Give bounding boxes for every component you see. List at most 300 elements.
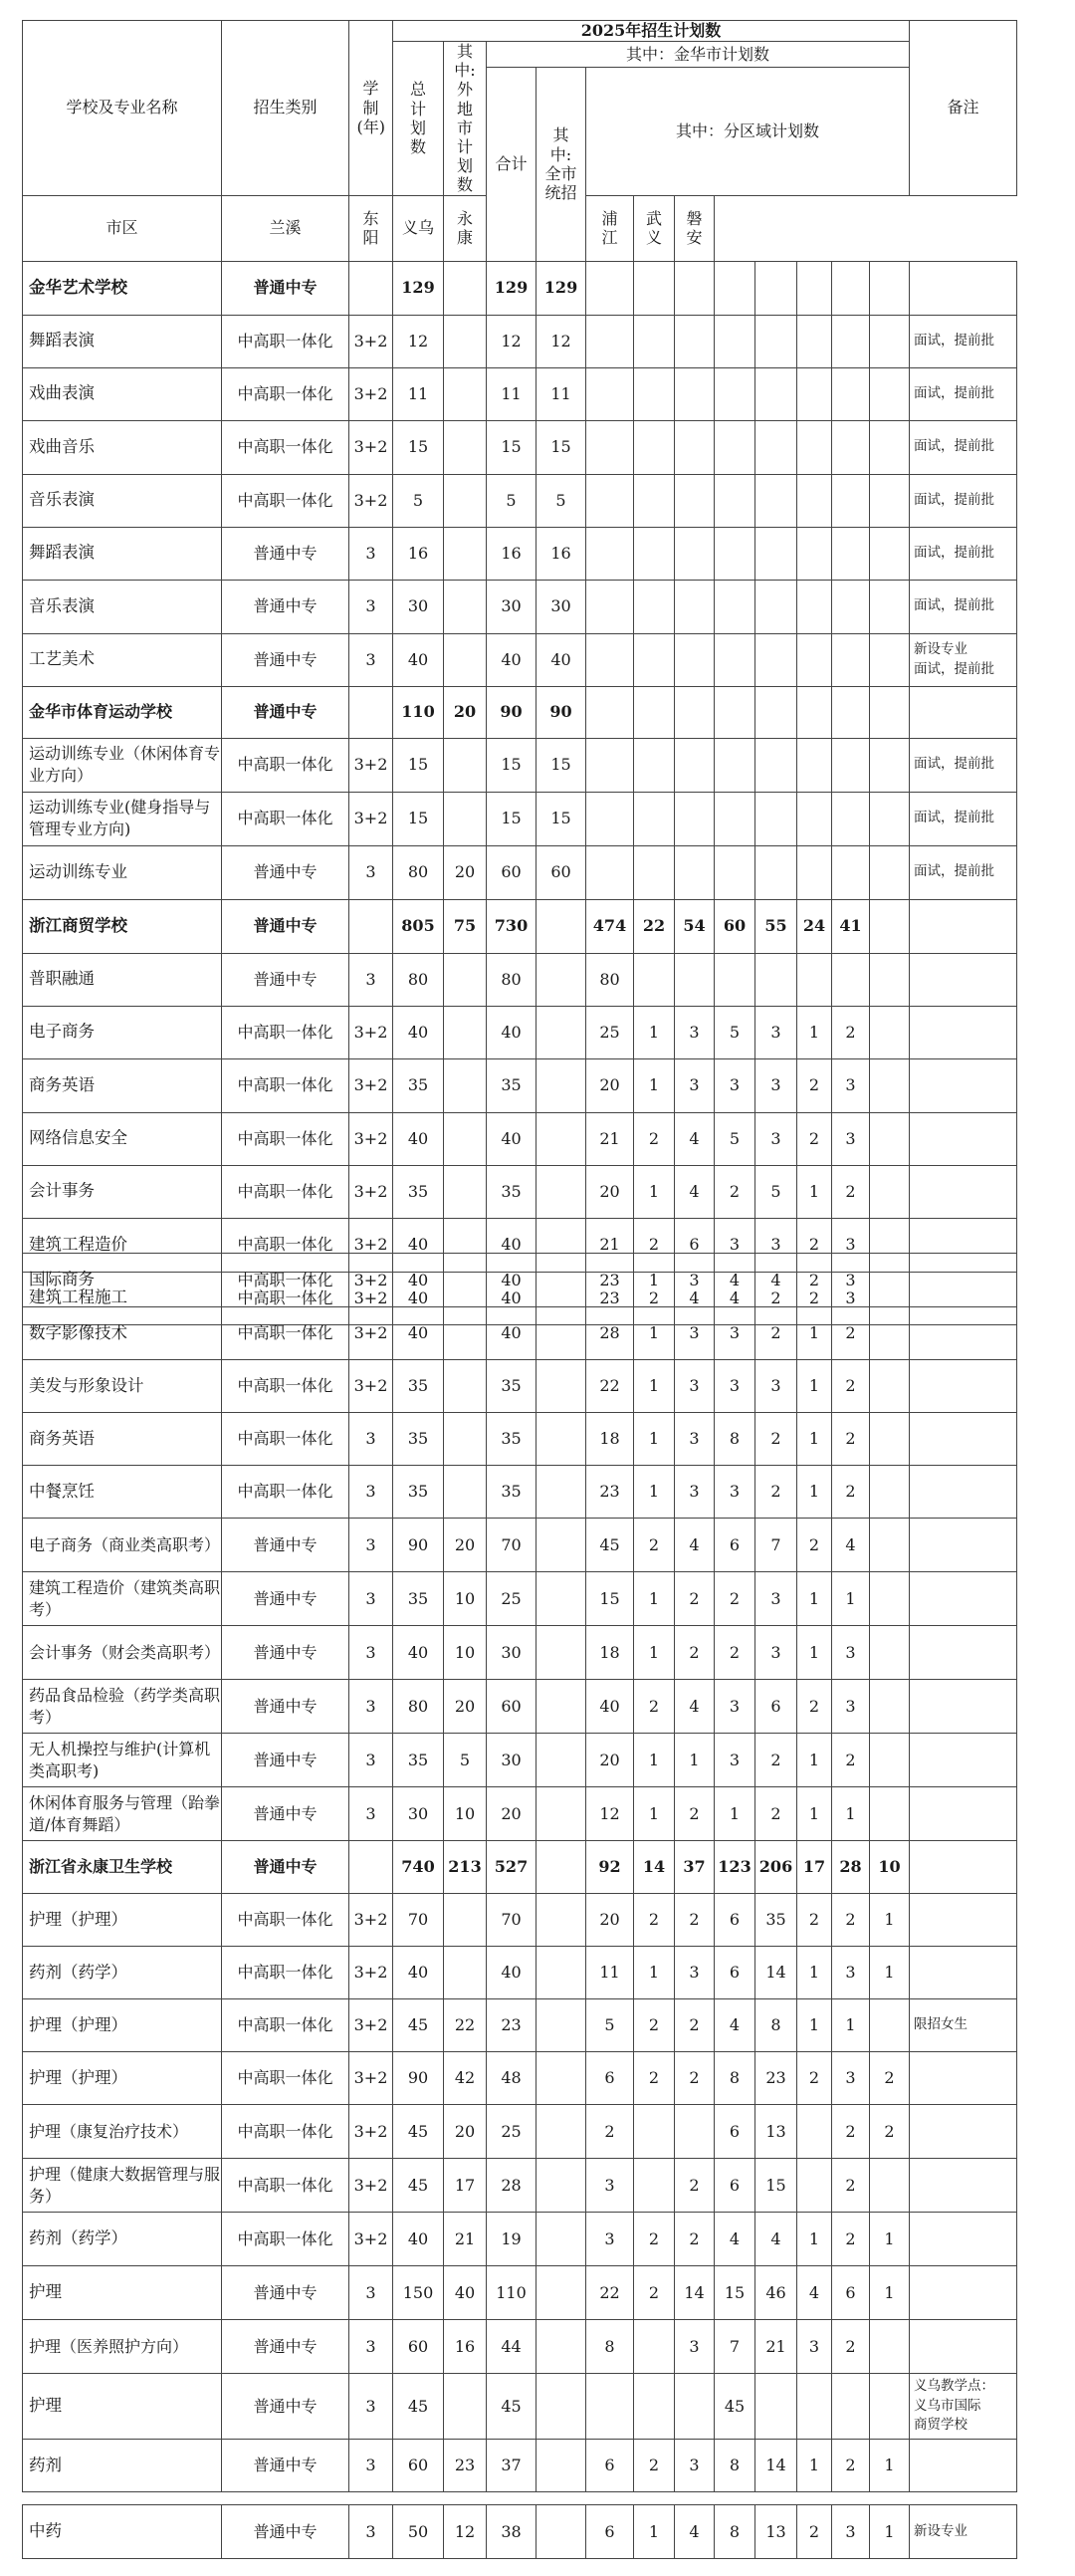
total-plan-cell: 40 (393, 1006, 444, 1058)
remark-cell (910, 2266, 1017, 2320)
district-5-cell: 2 (797, 2505, 832, 2559)
outside-plan-cell: 21 (444, 2213, 487, 2266)
major-name-cell: 无人机操控与维护(计算机类高职考) (23, 1734, 222, 1787)
subtotal-cell: 30 (487, 580, 537, 633)
subtotal-cell: 527 (487, 1841, 537, 1894)
citywide-cell (537, 2213, 586, 2266)
district-1-cell: 1 (634, 1734, 675, 1787)
district-2-cell: 3 (675, 1466, 715, 1519)
district-7-cell (870, 1680, 910, 1734)
district-2-cell (675, 686, 715, 738)
major-name-cell: 休闲体育服务与管理（跆拳道/体育舞蹈） (23, 1787, 222, 1841)
district-1-cell: 1 (634, 1626, 675, 1680)
district-0-cell: 20 (586, 1734, 634, 1787)
remark-cell (910, 1165, 1017, 1218)
category-cell: 中高职一体化 (222, 1413, 349, 1466)
remark-cell (910, 1734, 1017, 1787)
header-district-6: 武义 (634, 195, 675, 261)
category-cell: 普通中专 (222, 527, 349, 580)
outside-plan-cell: 42 (444, 2052, 487, 2105)
years-cell: 3 (349, 953, 393, 1006)
enrollment-plan-table (22, 20, 1017, 1325)
table-row (23, 1466, 1017, 1519)
years-cell: 3+2 (349, 1006, 393, 1058)
district-0-cell: 40 (586, 1680, 634, 1734)
citywide-cell (537, 1413, 586, 1466)
subtotal-cell: 40 (487, 1254, 537, 1307)
district-7-cell (870, 953, 910, 1006)
district-6-cell (832, 420, 870, 474)
major-name-cell: 金华艺术学校 (23, 261, 222, 315)
district-6-cell (832, 261, 870, 315)
total-plan-cell: 35 (393, 1734, 444, 1787)
citywide-cell: 15 (537, 792, 586, 845)
citywide-cell (537, 2052, 586, 2105)
remark-cell: 面试，提前批 (910, 845, 1017, 899)
years-cell: 3+2 (349, 792, 393, 845)
outside-plan-cell: 40 (444, 2266, 487, 2320)
major-name-cell: 药品食品检验（药学类高职考） (23, 1680, 222, 1734)
category-cell: 中高职一体化 (222, 1006, 349, 1058)
district-7-cell: 1 (870, 1894, 910, 1947)
district-7-cell (870, 527, 910, 580)
major-name-cell: 药剂 (23, 2440, 222, 2492)
subtotal-cell: 40 (487, 1307, 537, 1360)
table-row (23, 2052, 1017, 2105)
district-3-cell (715, 792, 755, 845)
district-0-cell: 6 (586, 2052, 634, 2105)
district-3-cell (715, 686, 755, 738)
district-7-cell: 1 (870, 2213, 910, 2266)
citywide-cell (537, 2320, 586, 2374)
district-5-cell: 2 (797, 1680, 832, 1734)
remark-cell (910, 1006, 1017, 1058)
district-7-cell (870, 1165, 910, 1218)
major-name-cell: 国际商务 (23, 1254, 222, 1307)
district-7-cell (870, 1572, 910, 1626)
district-0-cell: 23 (586, 1254, 634, 1307)
district-0-cell: 20 (586, 1058, 634, 1112)
district-4-cell: 15 (755, 2159, 797, 2213)
district-2-cell (675, 261, 715, 315)
district-2-cell: 3 (675, 1307, 715, 1360)
district-6-cell: 3 (832, 1626, 870, 1680)
district-4-cell: 55 (755, 899, 797, 953)
major-name-cell: 美发与形象设计 (23, 1360, 222, 1413)
district-2-cell: 2 (675, 1572, 715, 1626)
outside-plan-cell: 20 (444, 1680, 487, 1734)
district-7-cell (870, 1734, 910, 1787)
district-0-cell: 28 (586, 1307, 634, 1360)
outside-plan-cell: 17 (444, 2159, 487, 2213)
citywide-cell (537, 2105, 586, 2159)
table-row (23, 527, 1017, 580)
district-6-cell (832, 792, 870, 845)
district-5-cell (797, 633, 832, 686)
table-row (23, 420, 1017, 474)
district-2-cell: 14 (675, 2266, 715, 2320)
category-cell: 中高职一体化 (222, 1218, 349, 1272)
district-3-cell (715, 738, 755, 792)
district-6-cell (832, 738, 870, 792)
category-cell: 中高职一体化 (222, 1058, 349, 1112)
district-0-cell (586, 738, 634, 792)
district-4-cell (755, 367, 797, 420)
category-cell: 中高职一体化 (222, 2213, 349, 2266)
header-category: 招生类别 (222, 21, 349, 196)
remark-cell (910, 1680, 1017, 1734)
district-6-cell: 28 (832, 1841, 870, 1894)
years-cell: 3+2 (349, 1947, 393, 1999)
district-4-cell: 7 (755, 1519, 797, 1572)
district-4-cell: 13 (755, 2505, 797, 2559)
district-0-cell (586, 633, 634, 686)
major-name-cell: 中餐烹饪 (23, 1466, 222, 1519)
outside-plan-cell: 75 (444, 899, 487, 953)
outside-plan-cell: 213 (444, 1841, 487, 1894)
district-2-cell: 3 (675, 2320, 715, 2374)
district-3-cell: 4 (715, 1999, 755, 2052)
district-7-cell (870, 686, 910, 738)
district-0-cell: 5 (586, 1999, 634, 2052)
table-row (23, 2159, 1017, 2213)
citywide-cell (537, 2159, 586, 2213)
district-2-cell: 2 (675, 2159, 715, 2213)
district-3-cell: 3 (715, 1218, 755, 1272)
district-3-cell (715, 527, 755, 580)
district-0-cell (586, 527, 634, 580)
years-cell: 3+2 (349, 2052, 393, 2105)
citywide-cell: 90 (537, 686, 586, 738)
major-name-cell: 护理（医养照护方向） (23, 2320, 222, 2374)
district-1-cell (634, 738, 675, 792)
major-name-cell: 金华市体育运动学校 (23, 686, 222, 738)
district-1-cell: 2 (634, 1894, 675, 1947)
subtotal-cell: 15 (487, 738, 537, 792)
district-4-cell (755, 792, 797, 845)
table-row (23, 1947, 1017, 1999)
district-3-cell: 60 (715, 899, 755, 953)
subtotal-cell: 25 (487, 2105, 537, 2159)
header-district-3: 义乌 (393, 195, 444, 261)
major-name-cell: 护理（护理） (23, 1999, 222, 2052)
district-0-cell: 3 (586, 2159, 634, 2213)
category-cell: 中高职一体化 (222, 1165, 349, 1218)
years-cell: 3 (349, 1680, 393, 1734)
district-4-cell: 206 (755, 1841, 797, 1894)
district-4-cell: 2 (755, 1466, 797, 1519)
district-5-cell: 1 (797, 1734, 832, 1787)
district-0-cell (586, 315, 634, 367)
district-6-cell: 2 (832, 1894, 870, 1947)
district-4-cell (755, 845, 797, 899)
category-cell: 中高职一体化 (222, 2159, 349, 2213)
district-4-cell: 3 (755, 1058, 797, 1112)
district-4-cell: 3 (755, 1112, 797, 1165)
subtotal-cell: 90 (487, 686, 537, 738)
remark-cell (910, 1466, 1017, 1519)
district-3-cell: 4 (715, 1254, 755, 1307)
citywide-cell (537, 953, 586, 1006)
district-2-cell: 4 (675, 2505, 715, 2559)
district-4-cell (755, 315, 797, 367)
subtotal-cell: 15 (487, 792, 537, 845)
district-0-cell: 6 (586, 2505, 634, 2559)
header-district-4: 永康 (444, 195, 487, 261)
years-cell: 3+2 (349, 738, 393, 792)
district-3-cell: 8 (715, 1413, 755, 1466)
category-cell: 中高职一体化 (222, 1466, 349, 1519)
district-2-cell: 3 (675, 1413, 715, 1466)
table-row (23, 2320, 1017, 2374)
total-plan-cell: 150 (393, 2266, 444, 2320)
total-plan-cell: 35 (393, 1058, 444, 1112)
district-7-cell (870, 792, 910, 845)
district-3-cell (715, 633, 755, 686)
table-row (23, 1006, 1017, 1058)
district-4-cell: 2 (755, 1272, 797, 1324)
years-cell: 3+2 (349, 1894, 393, 1947)
total-plan-cell: 5 (393, 474, 444, 527)
total-plan-cell: 45 (393, 2374, 444, 2440)
total-plan-cell: 45 (393, 2159, 444, 2213)
total-plan-cell: 60 (393, 2320, 444, 2374)
district-5-cell (797, 792, 832, 845)
district-1-cell: 1 (634, 1307, 675, 1360)
district-2-cell: 4 (675, 1519, 715, 1572)
district-5-cell: 1 (797, 1360, 832, 1413)
subtotal-cell: 40 (487, 1272, 537, 1324)
district-2-cell: 4 (675, 1165, 715, 1218)
category-cell: 中高职一体化 (222, 1112, 349, 1165)
total-plan-cell: 15 (393, 792, 444, 845)
total-plan-cell: 15 (393, 738, 444, 792)
district-5-cell: 1 (797, 2440, 832, 2492)
district-4-cell: 13 (755, 2105, 797, 2159)
remark-cell (910, 1307, 1017, 1360)
district-1-cell (634, 315, 675, 367)
district-7-cell (870, 899, 910, 953)
category-cell: 中高职一体化 (222, 315, 349, 367)
citywide-cell (537, 1307, 586, 1360)
district-4-cell: 23 (755, 2052, 797, 2105)
district-5-cell: 1 (797, 1413, 832, 1466)
remark-cell (910, 1058, 1017, 1112)
district-2-cell (675, 845, 715, 899)
district-3-cell: 123 (715, 1841, 755, 1894)
table-row (23, 792, 1017, 845)
remark-cell (910, 1254, 1017, 1307)
district-0-cell (586, 420, 634, 474)
district-2-cell (675, 953, 715, 1006)
years-cell (349, 899, 393, 953)
district-2-cell: 37 (675, 1841, 715, 1894)
district-2-cell: 3 (675, 1360, 715, 1413)
district-1-cell: 2 (634, 2266, 675, 2320)
subtotal-cell: 19 (487, 2213, 537, 2266)
citywide-cell (537, 1787, 586, 1841)
district-7-cell (870, 315, 910, 367)
years-cell: 3 (349, 1734, 393, 1787)
remark-cell: 面试，提前批 (910, 580, 1017, 633)
district-1-cell (634, 2320, 675, 2374)
district-0-cell: 12 (586, 1787, 634, 1841)
table-row (23, 2505, 1017, 2559)
category-cell: 普通中专 (222, 1519, 349, 1572)
district-5-cell: 2 (797, 1058, 832, 1112)
category-cell: 普通中专 (222, 1787, 349, 1841)
district-1-cell (634, 2374, 675, 2440)
remark-cell (910, 1112, 1017, 1165)
subtotal-cell: 80 (487, 953, 537, 1006)
total-plan-cell: 40 (393, 1218, 444, 1272)
district-1-cell: 2 (634, 2213, 675, 2266)
subtotal-cell: 28 (487, 2159, 537, 2213)
district-2-cell: 4 (675, 1272, 715, 1324)
outside-plan-cell: 20 (444, 2105, 487, 2159)
district-4-cell (755, 261, 797, 315)
district-3-cell: 6 (715, 2105, 755, 2159)
outside-plan-cell (444, 1894, 487, 1947)
table-row (23, 1734, 1017, 1787)
total-plan-cell: 40 (393, 1272, 444, 1324)
citywide-cell: 30 (537, 580, 586, 633)
outside-plan-cell (444, 1947, 487, 1999)
remark-cell (910, 2052, 1017, 2105)
citywide-cell (537, 1112, 586, 1165)
district-1-cell (634, 261, 675, 315)
years-cell: 3+2 (349, 1254, 393, 1307)
district-5-cell: 1 (797, 1626, 832, 1680)
major-name-cell: 商务英语 (23, 1413, 222, 1466)
header-district-1: 兰溪 (222, 195, 349, 261)
table-row (23, 2105, 1017, 2159)
category-cell: 中高职一体化 (222, 1894, 349, 1947)
district-0-cell: 22 (586, 1360, 634, 1413)
total-plan-cell: 40 (393, 2213, 444, 2266)
header-years-label: 学制(年) (356, 79, 385, 136)
category-cell: 普通中专 (222, 1841, 349, 1894)
district-3-cell (715, 261, 755, 315)
citywide-cell (537, 1999, 586, 2052)
district-0-cell (586, 474, 634, 527)
table-row (23, 1165, 1017, 1218)
category-cell: 普通中专 (222, 2374, 349, 2440)
years-cell: 3+2 (349, 1218, 393, 1272)
header-outside (444, 42, 487, 196)
table-row (23, 1572, 1017, 1626)
table-row (23, 738, 1017, 792)
district-3-cell (715, 315, 755, 367)
years-cell: 3+2 (349, 1165, 393, 1218)
district-6-cell (832, 527, 870, 580)
district-2-cell (675, 2105, 715, 2159)
subtotal-cell: 40 (487, 633, 537, 686)
citywide-cell: 15 (537, 420, 586, 474)
district-2-cell: 4 (675, 1112, 715, 1165)
district-3-cell: 3 (715, 1360, 755, 1413)
category-cell: 中高职一体化 (222, 367, 349, 420)
district-1-cell (634, 2105, 675, 2159)
table-row (23, 2266, 1017, 2320)
category-cell: 普通中专 (222, 261, 349, 315)
district-1-cell: 22 (634, 899, 675, 953)
district-6-cell: 2 (832, 1006, 870, 1058)
total-plan-cell: 35 (393, 1165, 444, 1218)
years-cell (349, 686, 393, 738)
district-2-cell: 2 (675, 1787, 715, 1841)
category-cell: 普通中专 (222, 1680, 349, 1734)
district-0-cell: 3 (586, 2213, 634, 2266)
district-3-cell (715, 367, 755, 420)
years-cell: 3 (349, 1626, 393, 1680)
district-6-cell: 2 (832, 2213, 870, 2266)
outside-plan-cell (444, 953, 487, 1006)
district-2-cell: 6 (675, 1218, 715, 1272)
district-0-cell (586, 686, 634, 738)
district-5-cell (797, 953, 832, 1006)
district-1-cell: 2 (634, 1218, 675, 1272)
total-plan-cell: 60 (393, 2440, 444, 2492)
category-cell: 中高职一体化 (222, 1307, 349, 1360)
district-7-cell: 10 (870, 1841, 910, 1894)
district-2-cell (675, 633, 715, 686)
major-name-cell: 护理（护理） (23, 1894, 222, 1947)
outside-plan-cell: 23 (444, 2440, 487, 2492)
district-1-cell: 1 (634, 1413, 675, 1466)
table-row (23, 315, 1017, 367)
district-3-cell: 2 (715, 1165, 755, 1218)
major-name-cell: 会计事务 (23, 1165, 222, 1218)
district-1-cell (634, 474, 675, 527)
subtotal-cell: 70 (487, 1894, 537, 1947)
outside-plan-cell (444, 367, 487, 420)
table-row (23, 1058, 1017, 1112)
district-1-cell (634, 527, 675, 580)
district-1-cell (634, 633, 675, 686)
remark-cell: 面试，提前批 (910, 420, 1017, 474)
header-total (393, 42, 444, 196)
years-cell: 3 (349, 1519, 393, 1572)
citywide-cell (537, 1519, 586, 1572)
citywide-cell: 5 (537, 474, 586, 527)
years-cell: 3 (349, 2374, 393, 2440)
outside-plan-cell (444, 261, 487, 315)
district-5-cell (797, 474, 832, 527)
district-2-cell (675, 738, 715, 792)
major-name-cell: 戏曲音乐 (23, 420, 222, 474)
category-cell: 中高职一体化 (222, 420, 349, 474)
outside-plan-cell (444, 738, 487, 792)
remark-cell (910, 1413, 1017, 1466)
header-jinhua-plan: 其中：金华市计划数 (487, 42, 910, 68)
district-3-cell: 6 (715, 1894, 755, 1947)
subtotal-cell: 60 (487, 1680, 537, 1734)
district-7-cell (870, 580, 910, 633)
remark-cell: 面试，提前批 (910, 367, 1017, 420)
years-cell: 3+2 (349, 420, 393, 474)
district-5-cell: 1 (797, 1787, 832, 1841)
district-6-cell: 2 (832, 1307, 870, 1360)
district-7-cell (870, 1466, 910, 1519)
district-1-cell: 2 (634, 2052, 675, 2105)
district-6-cell: 3 (832, 1058, 870, 1112)
school-row (23, 261, 1017, 315)
district-3-cell: 3 (715, 1734, 755, 1787)
district-3-cell (715, 845, 755, 899)
remark-cell (910, 1894, 1017, 1947)
district-1-cell: 1 (634, 1572, 675, 1626)
